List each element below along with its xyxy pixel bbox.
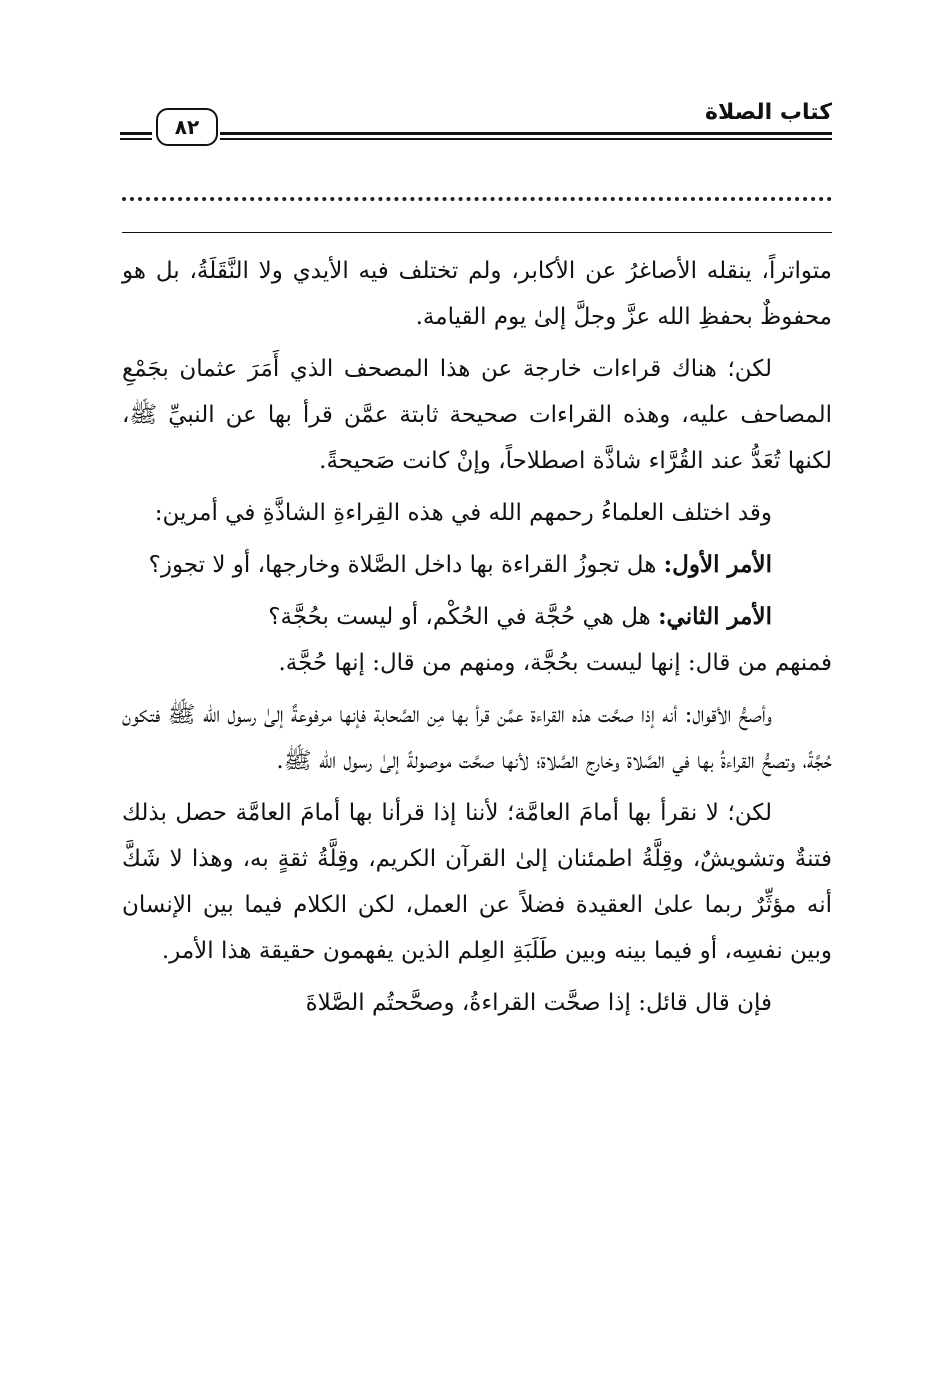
paragraph-5 [122, 594, 832, 640]
header-rule-left-thin [120, 138, 152, 140]
page-number: ٨٢ [156, 108, 218, 146]
second-matter-text: هل هي حُجَّة في الحُكْم، أو ليست بحُجَّة؟ [268, 604, 659, 630]
paragraph-7: لكن؛ لا نقرأ بها أمامَ العامَّة؛ لأننا إذا قرأنا بها أمامَ العامَّة حصل بذلك فتنةٌ وتشويشٌ، وقِلَّةُ اطمئنان إلىٰ القرآن الكريم، وقِلَّةُ ثقةٍ به، وهذا لا شَكَّ أنه مؤثِّرٌ ربما علىٰ العقيدة فضلاً عن العمل، لكن الكلام فيما بين الإنسان وبين نفسِه، أو فيما بينه وبين طَلَبَةِ العِلم الذين يفهمون حقيقة هذا الأمر. [122, 800, 832, 964]
dotted-separator [122, 185, 832, 201]
page-body [122, 248, 832, 1032]
paragraph-1: متواتراً، ينقله الأصاغرُ عن الأكابر، ولم تختلف فيه الأيدي ولا النَّقَلَةُ، بل هو محفوظٌ بحفظِ الله عزَّ وجلَّ إلىٰ يوم القيامة. [122, 258, 832, 330]
header-rule-thin [220, 138, 832, 140]
paragraph-6: وأصحُّ الأقوال: أنه إذا صحَّت هذه القراءة عمَّن قرأ بها مِن الصَّحابة فإنها مرفوعةٌ إلىٰ رسول الله ﷺ فتكون حُجَّةً، وتصحُّ القراءةُ بها في الصَّلاة وخارج الصَّلاة؛ لأنها صحَّت موصولةً إلىٰ رسول الله ﷺ. [122, 702, 832, 774]
paragraph-5b: فمنهم من قال: إنها ليست بحُجَّة، ومنهم من قال: إنها حُجَّة. [278, 650, 832, 676]
paragraph-8: فإن قال قائل: إذا صحَّت القراءةُ، وصحَّحتُم الصَّلاةَ [305, 990, 772, 1016]
book-title: كتاب الصلاة [705, 100, 832, 125]
first-matter-heading: الأمر الأول: [663, 551, 772, 578]
header-rule-left [120, 132, 152, 135]
second-matter-heading: الأمر الثاني: [658, 603, 772, 630]
paragraph-4 [122, 542, 832, 588]
page-header [120, 98, 832, 148]
paragraph-2: لكن؛ هناك قراءات خارجة عن هذا المصحف الذي أَمَرَ عثمان بجَمْعِ المصاحف عليه، وهذه القراءات صحيحة ثابتة عمَّن قرأ بها عن النبيِّ ﷺ، لكنها تُعَدُّ عند القُرَّاء شاذَّة اصطلاحاً، وإنْ كانت صَحيحةً. [122, 356, 832, 474]
first-matter-text: هل تجوزُ القراءة بها داخل الصَّلاة وخارجها، أو لا تجوز؟ [148, 552, 664, 578]
paragraph-3: وقد اختلف العلماءُ رحمهم الله في هذه القِراءةِ الشاذَّةِ في أمرين: [154, 500, 772, 526]
footnote-rule [122, 232, 832, 233]
header-rule [220, 132, 832, 135]
